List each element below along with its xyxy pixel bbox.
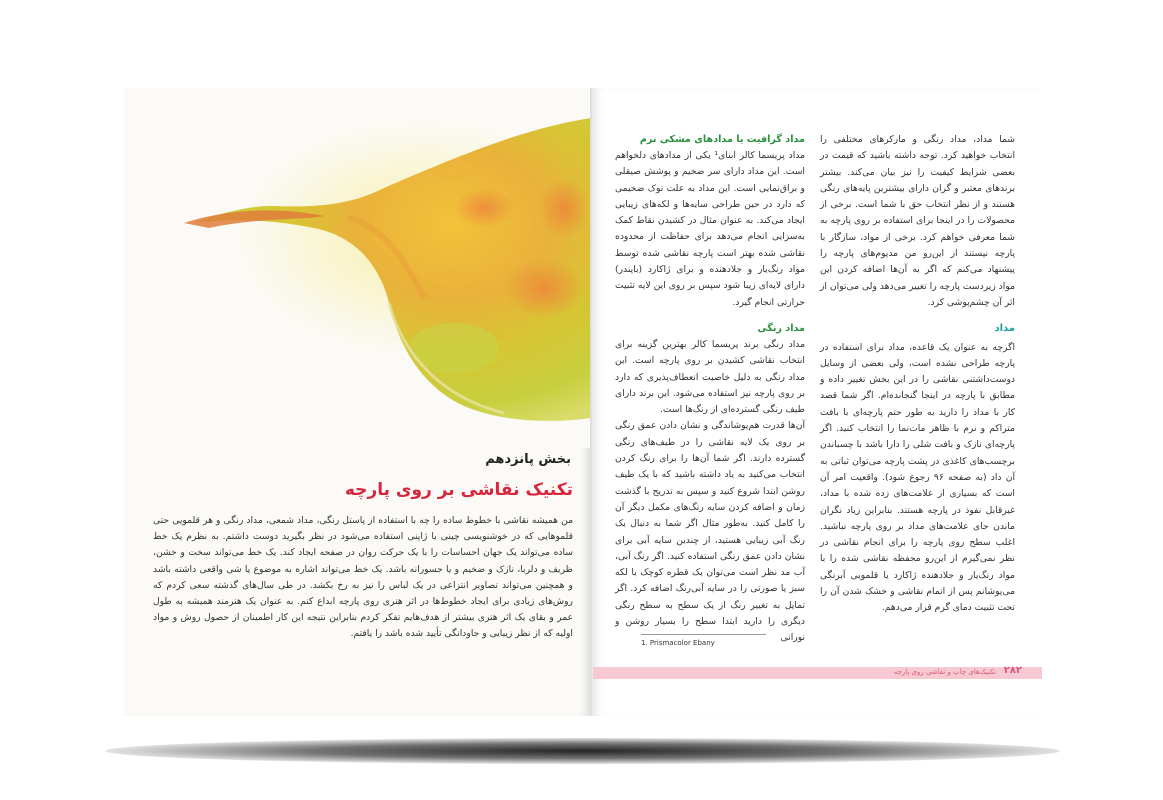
chapter-title: تکنیک نقاشی بر روی پارچه (344, 480, 573, 500)
book-shadow (105, 738, 1060, 764)
right-page (593, 88, 1042, 716)
section-heading-colored-pencil: مداد رنگی (757, 322, 805, 334)
paragraph: آن‌ها قدرت هم‌پوشاندگی و نشان دادن عمق رنگی بر روی یک لایه نقاشی را در طیف‌های رنگی گسترده دارند. اگر شما آن‌ها را برای رنگ کردن انتخاب می‌کنید به یاد داشته باشید که با یک طیف روشن ابتدا شروع کنید و سپس به تدریج با گذشت زمان و اضافه کردن سایه رنگ‌های مکمل دیگر آن را کامل کنید. به‌طور مثال اگر شما به دنبال یک رنگ آبی زیبایی هستید، از چندین سایه آبی برای نشان دادن عمق رنگی استفاده کنید. اگر رنگ آبی، آب مد نظر است می‌توان یک قطره کوچک یا لکه سبز یا صورتی را در سایه آبی‌رنگ اضافه کرد. اگر تمایل به تغییر رنگ از یک سطح به سطح رنگی دیگری را دارید ابتدا سطح را بسیار روشن و نورانی (615, 420, 805, 644)
running-head: تکنیک‌های چاپ و نقاشی روی پارچه (893, 668, 996, 676)
footnote: 1. Prismacolor Ebany (641, 639, 715, 647)
page-number: ۲۸۲ (1003, 665, 1022, 676)
paragraph: اگرچه به عنوان یک قاعده، مداد برای استفاده در پارچه طراحی نشده است، ولی بعضی از وسایل دوست‌داشتنی نقاشی را در این بخش تغییر داده و مطابق با پارچه در اینجا گنجانده‌ام. اگر شما قصد کار با مداد را دارید به طور حتم پارچه‌ای با بافت متراکم و نرم با ظاهر مات‌نما را انتخاب کنید. اگر پارچه‌ای نازک و بافت شلی را دارا باشد با چسباندن برچسب‌های کاغذی در پشت پارچه می‌توان ثباتی به آن داد (به صفحه ۹۶ رجوع شود). واقعیت امر آن است که بسیاری از علامت‌های زده شده با مداد، غیرقابل نفوذ در پارچه هستند. بنابراین زیاد نگران ماندن جای علامت‌های مداد بر روی پارچه نباشید. اغلب سطح روی پارچه را برای انجام نقاشی در نظر نمی‌گیرم از این‌رو محفظه نقاشی شده را با مواد رنگ‌یار و جلادهنده ژاکارد یا قلمویی آبرنگی می‌پوشانم پس از اتمام نقاشی و خشک شدن آن را تحت تثبیت دمای گرم قرار می‌دهم. (820, 341, 1016, 614)
section-heading-pencil: مداد (994, 323, 1015, 335)
left-page (124, 88, 591, 716)
left-column (615, 132, 805, 647)
watercolor-leaf-illustration (124, 88, 591, 448)
intro-paragraph: من همیشه نقاشی با خطوط ساده را چه با استفاده از پاستل رنگی، مداد شمعی، مداد رنگی و هر قلمویی حتی قلموهایی که در خوشنویسی چینی یا ژاپنی استفاده می‌شود در نظر بگیرید دوست داشتم. به نظرم یک خط ساده می‌تواند یک جهان احساسات را با یک حرکت روان در صفحه ایجاد کند. یک خط می‌تواند سخت و خشن، ظریف و دلربا، نازک و ضخیم و یا جسورانه باشد. یک خط می‌تواند اشاره به موضوع یا شی واقعی داشته باشد و همچنین می‌تواند تصاویر انتزاعی در یک لباس را نیز به رخ بکشد. در طی سال‌های گذشته سعی کردم که روش‌های زیادی برای ایجاد خطوط‌ها در اثر هنری روی پارچه ابداع کنم. به عنوان یک هنرمند همیشه به طول عمر و بقای یک اثر هنری بیشتر از هدف‌هایم تفکر کردم بنابراین نتیجه این کار اطمینان از حصول روش و مواد اولیه که از نظر زیبایی و جاودانگی تأیید شده باشد را یافتم. (153, 515, 573, 640)
chapter-label: بخش پانزدهم (485, 452, 571, 467)
open-book (124, 88, 1042, 718)
paragraph: مداد رنگی برند پریسما کالر بهترین گزینه برای انتخاب نقاشی کشیدن بر روی پارچه است. این مداد رنگی به دلیل خاصیت انعطاف‌پذیری که دارد بر روی پارچه نیز استفاده می‌شود. این برند دارای طیف رنگی گسترده‌ای از رنگ‌ها است. (615, 338, 805, 416)
paragraph: مداد پریسما کالر ابنای¹ یکی از مدادهای دلخواهم است. این مداد دارای سر ضخیم و پوشش صیقلی و براق‌نمایی است. این مداد به علت نوک ضخیمی که دارد در حین طراحی سایه‌ها و لکه‌های زیبایی ایجاد می‌کند. به عنوان مثال در کشیدن نقاط کمک به‌سزایی انجام می‌دهد برای حفاظت از محدوده نقاشی شده بهتر است پارچه نقاشی شده توسط مواد رنگ‌یار و جلادهنده و برای ژاکارد (بایندر) دارای لایه‌ای زیبا شود سپس بر روی این لایه تثبیت حرارتی انجام گیرد. (615, 150, 805, 308)
paragraph: شما مداد، مداد رنگی و مارکرهای مختلفی را انتخاب خواهید کرد. توجه داشته باشید که قیمت در بعضی شرایط کیفیت را نیز بیان می‌کند. بیشتر برندهای معتبر و گران دارای بیشترین پایه‌های رنگی هستند و از نظر انتخاب حق با شما است. برخی از محصولات را در اینجا برای استفاده بر روی پارچه به شما معرفی خواهم کرد. برخی از مواد، سازگار با پارچه نیستند از این‌رو من مدیوم‌های پارچه را پیشنهاد می‌کنم که اگر به آن‌ها اضافه کردن این مواد زیردست پارچه را تغییر می‌دهد ولی می‌توان از اثر آن چشم‌پوشی کرد. (820, 134, 1015, 308)
section-heading-graphite: مداد گرافیت یا مدادهای مشکی نرم (639, 134, 805, 145)
right-column (820, 132, 1015, 617)
footnote-divider (641, 634, 766, 635)
